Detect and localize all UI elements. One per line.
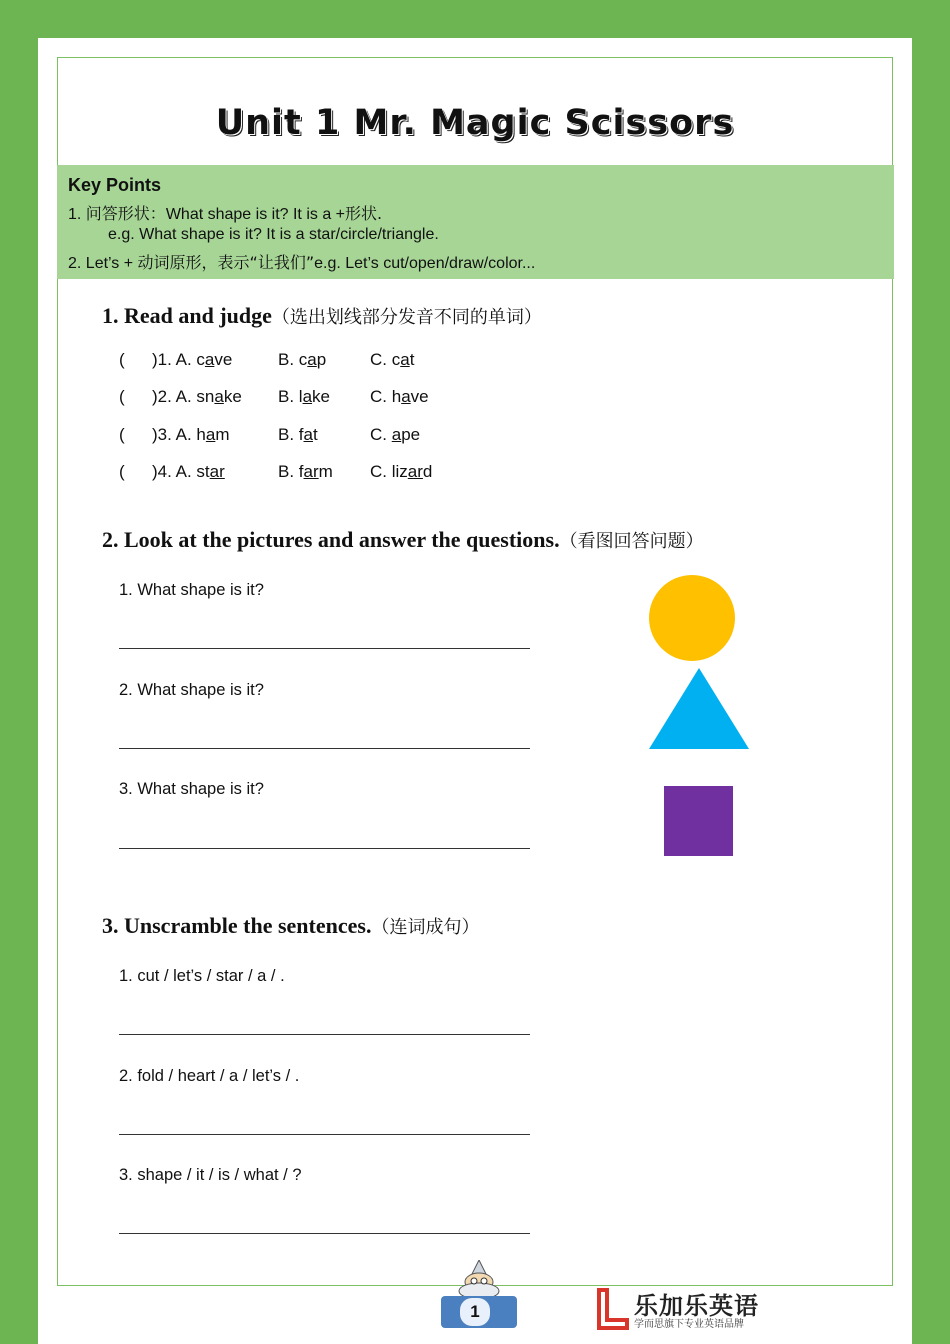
section-3-title: 3. Unscramble the sentences.（连词成句） <box>102 913 480 938</box>
section-1-title: 1. Read and judge（选出划线部分发音不同的单词） <box>102 303 542 328</box>
option-c: C. ape <box>370 425 421 444</box>
answer-line[interactable] <box>119 1233 530 1234</box>
answer-line[interactable] <box>119 648 530 649</box>
answer-bracket[interactable]: ( <box>119 425 125 444</box>
brand-logo-icon <box>595 1288 631 1332</box>
page-title: Unit 1 Mr. Magic Scissors <box>215 103 735 143</box>
unscramble-question-1: 1. cut / let’s / star / a / . <box>119 967 285 985</box>
option-b: B. farm <box>278 462 333 481</box>
key-points-box <box>57 165 894 279</box>
option-b: B. fat <box>278 425 318 444</box>
key-point-example: e.g. What shape is it? It is a star/circle/triangle. <box>108 226 439 243</box>
square-shape <box>664 786 733 856</box>
circle-shape <box>649 575 735 661</box>
answer-line[interactable] <box>119 1134 530 1135</box>
brand-tagline: 学而思旗下专业英语品牌 <box>634 1319 744 1330</box>
triangle-shape <box>649 668 749 749</box>
key-point-2: 2. Let’s + 动词原形，表示“让我们”e.g. Let’s cut/open/draw/color... <box>68 253 536 272</box>
answer-bracket[interactable]: ( <box>119 462 125 481</box>
key-point-1: 1. 问答形状：What shape is it? It is a +形状. <box>68 204 383 223</box>
option-c: C. lizard <box>370 462 433 481</box>
option-b: B. cap <box>278 350 327 369</box>
shape-question-3: 3. What shape is it? <box>119 780 264 798</box>
shape-question-1: 1. What shape is it? <box>119 581 264 599</box>
option-a: )3. A. ham <box>152 425 230 444</box>
option-a: )4. A. star <box>152 462 225 481</box>
unscramble-question-3: 3. shape / it / is / what / ? <box>119 1166 302 1184</box>
answer-line[interactable] <box>119 848 530 849</box>
answer-line[interactable] <box>119 748 530 749</box>
answer-bracket[interactable]: ( <box>119 387 125 406</box>
section-2-title: 2. Look at the pictures and answer the questions.（看图回答问题） <box>102 527 704 552</box>
option-a: )1. A. cave <box>152 350 233 369</box>
answer-line[interactable] <box>119 1034 530 1035</box>
page-number: 1 <box>460 1298 490 1326</box>
wizard-mascot-icon <box>446 1260 512 1300</box>
answer-bracket[interactable]: ( <box>119 350 125 369</box>
option-b: B. lake <box>278 387 330 406</box>
unscramble-question-2: 2. fold / heart / a / let’s / . <box>119 1067 300 1085</box>
key-points-heading: Key Points <box>68 175 162 195</box>
option-c: C. cat <box>370 350 415 369</box>
shapes-picture <box>640 575 760 865</box>
option-a: )2. A. snake <box>152 387 242 406</box>
option-c: C. have <box>370 387 429 406</box>
brand-name: 乐加乐英语 <box>634 1292 759 1320</box>
shape-question-2: 2. What shape is it? <box>119 681 264 699</box>
